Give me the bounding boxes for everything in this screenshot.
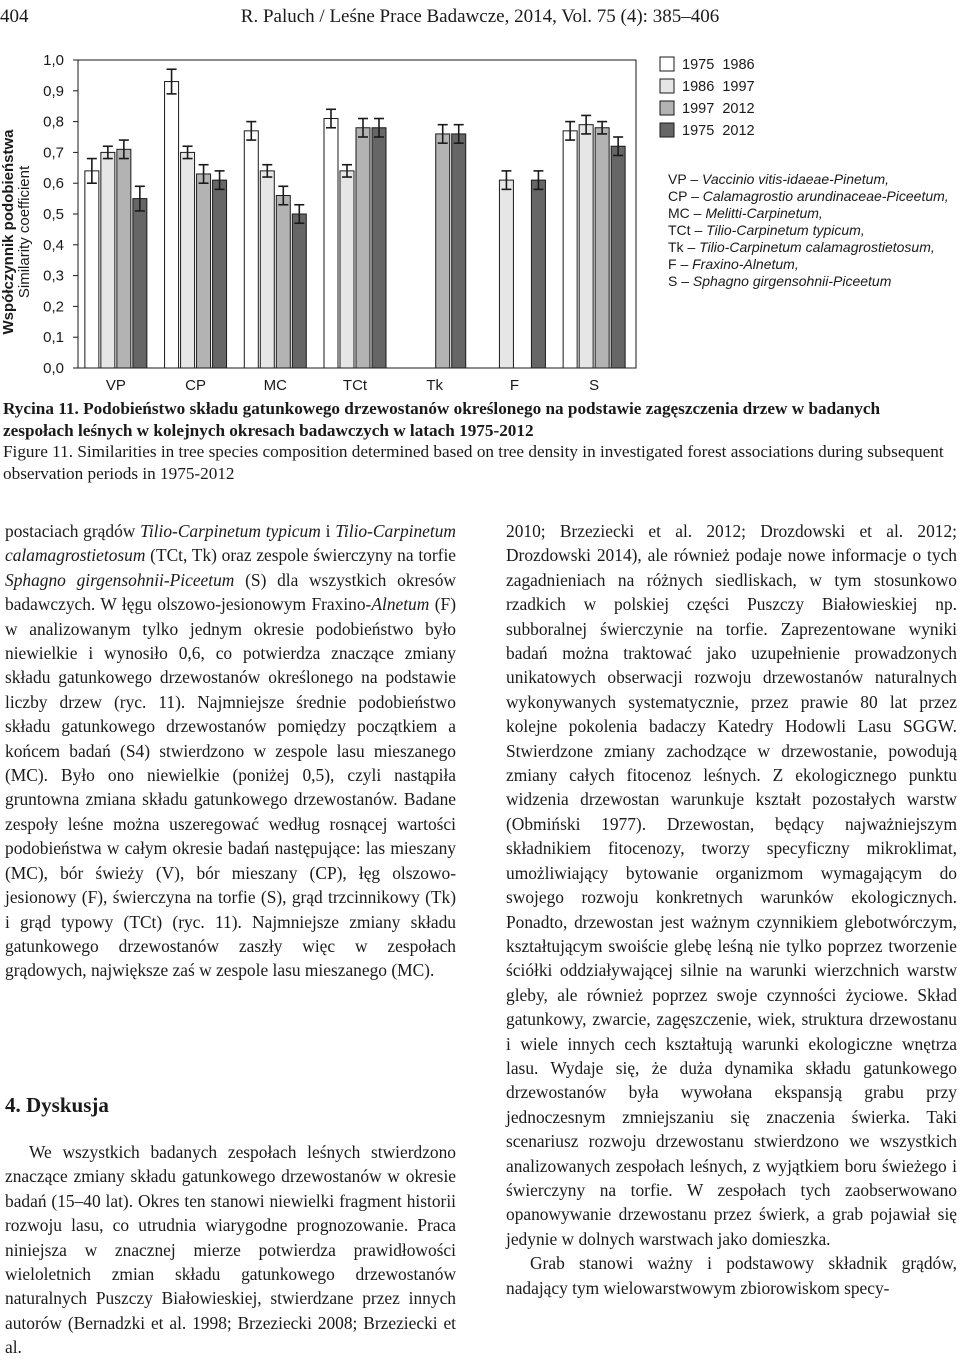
- abbreviation-list: [668, 171, 949, 289]
- abbreviation-entry: [668, 239, 935, 255]
- bar: [101, 152, 115, 368]
- abbreviation-entry: [668, 188, 949, 204]
- x-tick-label: CP: [185, 377, 206, 394]
- abbreviation-entry: [668, 222, 865, 238]
- bar: [181, 152, 195, 368]
- bar: [372, 128, 386, 368]
- bar: [452, 134, 466, 368]
- bar: [117, 149, 131, 368]
- legend-label: 1986 1997: [682, 79, 755, 95]
- text-run: i: [320, 521, 336, 541]
- x-tick-label: VP: [105, 377, 126, 394]
- legend-swatch: [660, 57, 674, 71]
- bar: [85, 171, 99, 368]
- y-tick-label: 0,0: [43, 360, 64, 377]
- abbreviation-name: Vaccinio vitis-idaeae-Pinetum,: [702, 171, 890, 187]
- figure-caption-en: Figure 11. Similarities in tree species composition determined based on tree density in investigated forest associations during subsequent observation periods in 1975-2012: [3, 442, 944, 483]
- figure-11-chart: [0, 44, 960, 394]
- text-run: (S) dla wszystkich okresów badawczych. W łęgu olszowo-jesionowym Fraxino-: [5, 569, 456, 615]
- abbreviation-code: TCt –: [668, 222, 707, 238]
- left-column-paragraph-1: [5, 519, 456, 983]
- bar: [292, 214, 306, 368]
- left-column-paragraph-2: [5, 1140, 456, 1360]
- y-axis-title: [0, 129, 33, 335]
- text-run: postaciach grądów: [5, 521, 141, 541]
- latin-name: Sphagno girgensohnii-Piceetum: [5, 569, 235, 590]
- y-tick-label: 0,4: [43, 236, 64, 254]
- body-paragraph: [5, 519, 456, 983]
- abbreviation-name: Tilio-Carpinetum typicum,: [706, 222, 865, 238]
- abbreviation-name: Sphagno girgensohnii-Piceetum: [692, 273, 892, 289]
- legend-swatch: [660, 101, 674, 115]
- x-tick-label: MC: [263, 377, 287, 394]
- page-header: [0, 6, 960, 28]
- bar: [340, 171, 354, 368]
- abbreviation-code: MC –: [668, 205, 706, 221]
- bar: [324, 119, 338, 368]
- text-run: (TCt, Tk) oraz zespole świerczyny na torfie: [145, 545, 456, 566]
- legend-label: 1975 2012: [682, 123, 755, 139]
- bar: [356, 128, 370, 368]
- abbreviation-name: Calamagrostio arundinaceae-Piceetum,: [702, 188, 949, 204]
- abbreviation-entry: [668, 171, 889, 187]
- bar: [499, 180, 513, 368]
- abbreviation-code: CP –: [668, 188, 703, 204]
- abbreviation-name: Tilio-Carpinetum calamagrostietosum,: [699, 239, 935, 255]
- bar: [563, 131, 577, 368]
- bar: [531, 180, 545, 368]
- bar: [276, 196, 290, 368]
- latin-name: Alnetum: [371, 594, 430, 615]
- body-paragraph: 2010; Brzeziecki et al. 2012; Drozdowski et al. 2012; Drozdowski 2014), ale również podaje nowe informacje o tych zagadnieniach na różnych siedliskach, w tym stosunkowo rzadkich w polskiej części Puszczy Białowieskiej np. subboralnej świerczynie na torfie. Zaprezentowane wyniki badań można traktować jako uzupełnienie prowadzonych unikatowych obserwacji rozwoju drzewostanów naturalnych wykonywanych systematycznie, przez prawie 80 lat przez kolejne pokolenia badaczy Katedry Hodowli Lasu SGGW. Stwierdzone zmiany zachodzące w drzewostanie, powodują zmiany całych fitocenoz leśnych. Z ekologicznego punktu widzenia drzewostan warunkuje kształt pozostałych warstw (Obmiński 1977). Drzewostan, będący najważniejszym składnikiem fitocenozy, tworzy specyficzny mikroklimat, umożliwiający bytowanie organizmom wymagającym do swojego rozwoju konkretnych warunków ekologicznych. Ponadto, drzewostan jest ważnym czynnikiem glebotwórczym, kształtującym swoiście glebę leśną nie tylko poprzez tworzenie ściółki oddziaływającej silnie na warunki wierzchnich warstw gleby, ale również poprzez swoje czynności życiowe. Skład gatunkowy, zwarcie, zagęszczenie, wiek, struktura drzewostanu i wiele innych cech kształtują warunki ekologiczne wnętrza lasu. Wydaje się, że duża dynamika składu gatunkowego drzewostanów była wywołana ekspansją grabu przy jednoczesnym zmniejszaniu się znaczenia świerka. Taki scenariusz rozwoju drzewostanu stwierdzono we wszystkich analizowanych zespołach leśnych, z wyjątkiem boru świeżego i świerczyny na torfie. W zespołach tych zaobserwowano opanowywanie drzewostanu przez świerk, a grab pojawiał się jedynie w dolnych warstwach jako domieszka.: [506, 521, 957, 1249]
- bar: [197, 174, 211, 368]
- abbreviation-entry: [668, 205, 823, 221]
- x-axis-labels: [106, 377, 599, 394]
- latin-name: Tilio-Carpinetum typicum: [140, 521, 321, 541]
- legend-swatch: [660, 123, 674, 137]
- bar: [133, 199, 147, 368]
- section-heading: 4. Dyskusja: [5, 1093, 109, 1117]
- y-tick-label: 0,1: [43, 329, 64, 347]
- running-title: R. Paluch / Leśne Prace Badawcze, 2014, Vol. 75 (4): 385–406: [240, 6, 720, 27]
- y-axis-ticks: [43, 52, 78, 377]
- body-paragraph: Grab stanowi ważny i podstawowy składnik grądów, nadający tym wielowarstwowym zbiorowiskom specy-: [506, 1253, 957, 1298]
- x-tick-label: F: [509, 377, 520, 394]
- x-tick-label: S: [589, 377, 600, 394]
- bar: [213, 180, 227, 368]
- abbreviation-entry: [668, 273, 892, 289]
- x-tick-label: TCt: [342, 377, 368, 394]
- figure-caption-pl: Rycina 11. Podobieństwo składu gatunkowego drzewostanów określonego na podstawie zagęszczenia drzew w badanych zespołach leśnych w kolejnych okresach badawczych w latach 1975-2012: [3, 399, 881, 440]
- y-tick-label: 0,7: [43, 144, 64, 162]
- y-tick-label: 0,9: [43, 82, 64, 100]
- page-number: 404: [0, 6, 29, 27]
- y-tick-label: 1,0: [43, 52, 64, 69]
- bar: [260, 171, 274, 368]
- y-tick-label: 0,2: [43, 298, 64, 316]
- y-tick-label: 0,3: [43, 267, 64, 285]
- text-run: (F) w analizowanym tylko jednym okresie podobieństwo było niewielkie i wynosiło 0,6, co potwierdza znaczące zmiany składu gatunkowego drzewostanów określonego na podstawie liczby drzew (ryc. 11). Najmniejsze średnie podobieństwo składu gatunkowego drzewostanów pomiędzy początkiem a końcem badań (S4) stwierdzono w zespole lasu mieszanego (MC). Było ono niewielkie (poniżej 0,5), czyli nastąpiła gruntowna zmiana składu gatunkowego drzewostanów. Badane zespoły leśne można uszeregować według rosnącej wartości podobieństwa w całym okresie badań następujące: las mieszany (MC), bór świeży (V), bór mieszany (CP), łęg olszowo-jesionowy (F), świerczyna na torfie (S), grąd trzcinnikowy (Tk) i grąd typowy (TCt) (ryc. 11). Najmniejsze zmiany składu gatunkowego drzewostanów zaszły więc w zespołach grądowych, największe zaś w zespole lasu mieszanego (MC).: [5, 594, 457, 981]
- y-tick-label: 0,6: [43, 175, 64, 193]
- y-axis-title-en: Similarity coefficient: [16, 165, 33, 299]
- latin-name: Tilio-Carpinetum calamagrostietosum: [5, 521, 456, 566]
- bar: [244, 131, 258, 368]
- bar: [165, 82, 179, 368]
- body-paragraph: We wszystkich badanych zespołach leśnych stwierdzono znaczące zmiany składu gatunkowego drzewostanów w okresie badań (15–40 lat). Okres ten stanowi niewielki fragment historii rozwoju lasu, co utrudnia wiarygodne prognozowanie. Praca niniejsza w znacznej mierze potwierdza prawidłowości wieloletnich zmian składu gatunkowego drzewostanów naturalnych Puszczy Białowieskiej, stwierdzane przez innych autorów (Bernadzki et al. 1998; Brzeziecki 2008; Brzeziecki et al.: [5, 1142, 456, 1358]
- x-tick-label: Tk: [426, 377, 444, 394]
- bar: [611, 146, 625, 368]
- bar: [436, 134, 450, 368]
- abbreviation-name: Fraxino-Alnetum,: [692, 256, 799, 272]
- y-tick-label: 0,8: [43, 113, 64, 131]
- abbreviation-code: Tk –: [668, 239, 700, 255]
- legend: [660, 57, 755, 139]
- abbreviation-code: S –: [668, 273, 693, 289]
- legend-label: 1997 2012: [682, 101, 755, 117]
- y-axis-title-pl: Współczynnik podobieństwa: [0, 129, 17, 335]
- abbreviation-code: F –: [668, 256, 693, 272]
- abbreviation-entry: [668, 256, 799, 272]
- legend-swatch: [660, 79, 674, 93]
- abbreviation-name: Melitti-Carpinetum,: [705, 205, 823, 221]
- right-column: [506, 519, 957, 1300]
- abbreviation-code: VP –: [668, 171, 702, 187]
- bar: [579, 125, 593, 368]
- y-tick-label: 0,5: [43, 206, 64, 223]
- bar: [595, 128, 609, 368]
- legend-label: 1975 1986: [682, 57, 755, 73]
